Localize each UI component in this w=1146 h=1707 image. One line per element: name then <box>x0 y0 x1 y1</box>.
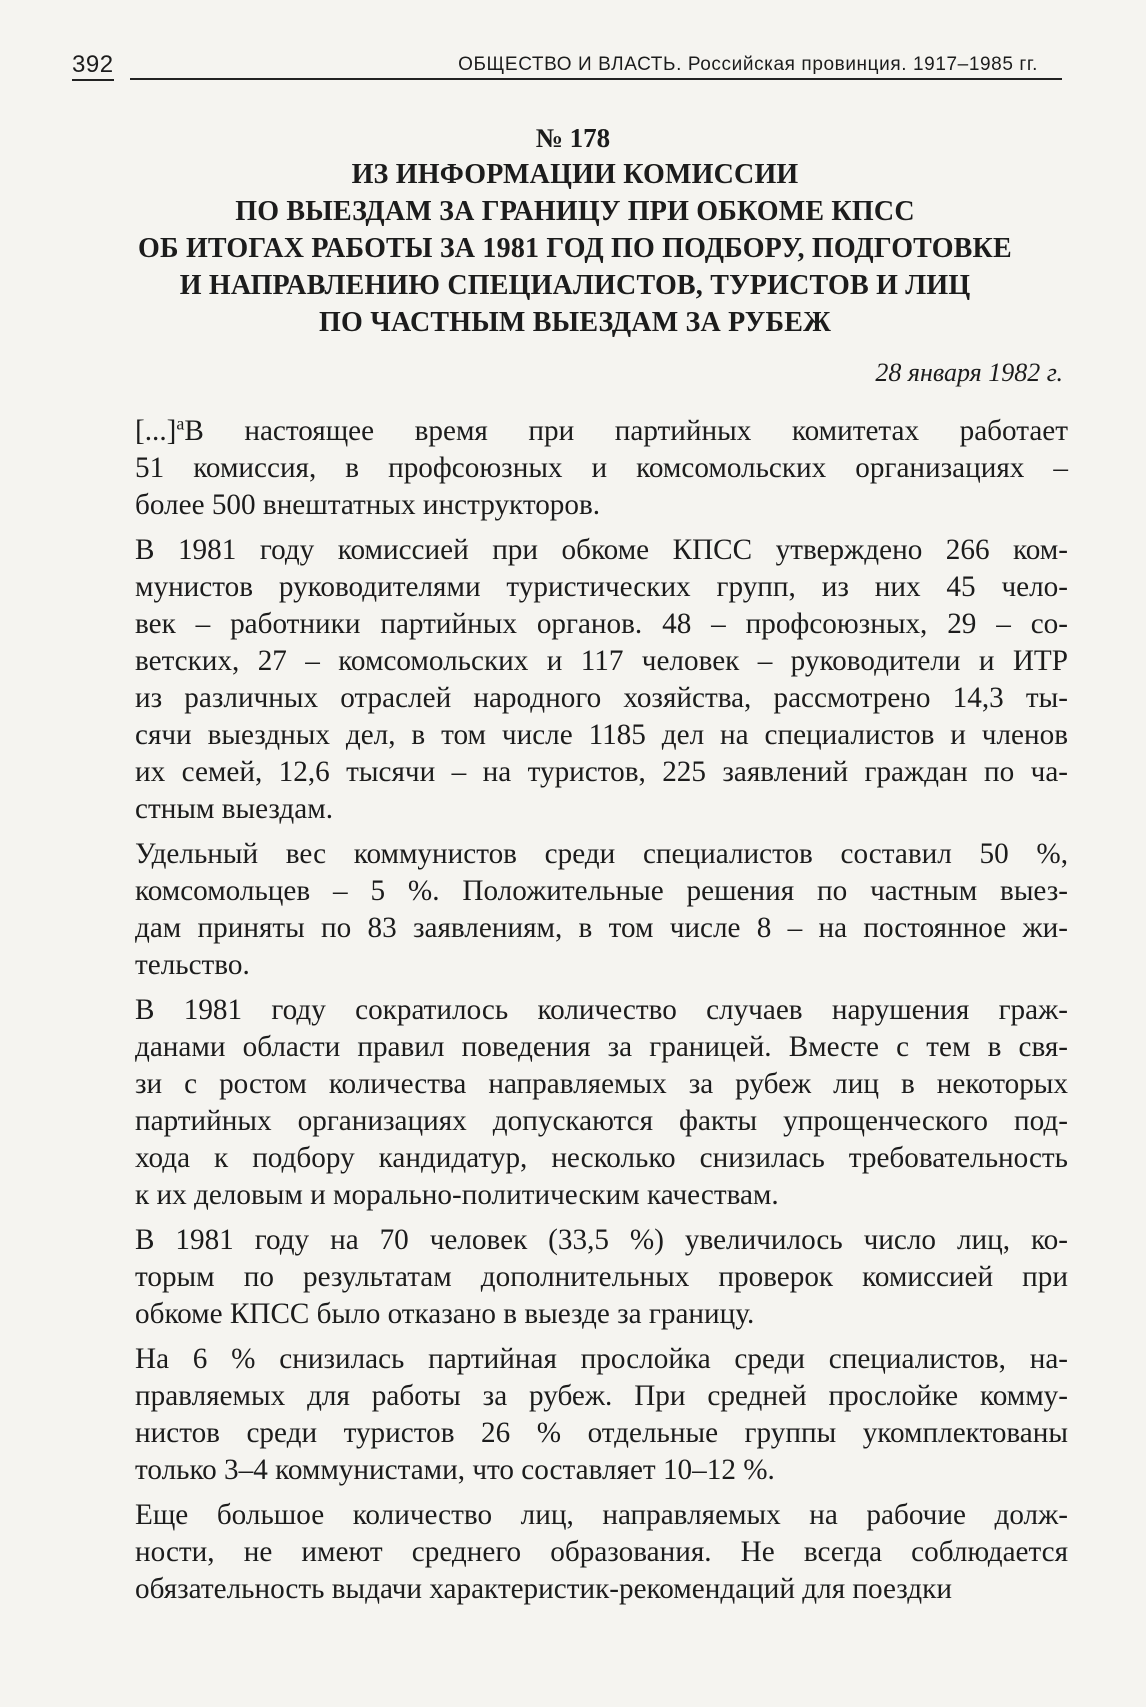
title-line: ПО ЧАСТНЫМ ВЫЕЗДАМ ЗА РУБЕЖ <box>319 307 831 338</box>
text-line: мунистов руководителями туристических групп, из них 45 чело- <box>135 571 1068 603</box>
text-line: хода к подбору кандидатур, несколько снизилась требовательность <box>135 1142 1068 1174</box>
text-line: обязательность выдачи характеристик-рекомендаций для поездки <box>135 1573 952 1605</box>
text-line: стным выездам. <box>135 793 333 825</box>
text-line: В 1981 году комиссией при обкоме КПСС утверждено 266 ком- <box>135 534 1068 566</box>
document-number: № 178 <box>535 123 611 153</box>
text-line: торым по результатам дополнительных проверок комиссией при <box>135 1261 1068 1293</box>
text-line: Удельный вес коммунистов среди специалистов составил 50 %, <box>135 838 1068 870</box>
text-line: нистов среди туристов 26 % отдельные группы укомплектованы <box>135 1417 1068 1449</box>
document-title <box>80 156 1070 341</box>
paragraph <box>95 1222 1068 1333</box>
paragraph <box>95 1341 1068 1489</box>
text-line: тельство. <box>135 949 250 981</box>
text-line: из различных отраслей народного хозяйства, рассмотрено 14,3 ты- <box>135 682 1068 714</box>
text-line: Еще большое количество лиц, направляемых на рабочие долж- <box>135 1499 1068 1531</box>
title-line: ОБ ИТОГАХ РАБОТЫ ЗА 1981 ГОД ПО ПОДБОРУ, ПОДГОТОВКЕ <box>138 233 1012 264</box>
paragraph <box>95 413 1068 524</box>
text-line: обкоме КПСС было отказано в выезде за границу. <box>135 1298 755 1330</box>
text-line: только 3–4 коммунистами, что составляет 10–12 %. <box>135 1454 775 1486</box>
text-line: В 1981 году на 70 человек (33,5 %) увеличилось число лиц, ко- <box>135 1224 1068 1256</box>
page-number: 392 <box>72 52 114 81</box>
title-line: ПО ВЫЕЗДАМ ЗА ГРАНИЦУ ПРИ ОБКОМЕ КПСС <box>235 196 915 227</box>
text-line <box>95 413 1068 450</box>
text-line: 51 комиссия, в профсоюзных и комсомольских организациях – <box>135 452 1068 484</box>
document-body <box>95 413 1068 1616</box>
text-line: их семей, 12,6 тысячи – на туристов, 225 заявлений граждан по ча- <box>135 756 1068 788</box>
footnote-mark: а <box>176 413 185 434</box>
running-header <box>72 52 1062 82</box>
text-line: данами области правил поведения за границей. Вместе с тем в свя- <box>135 1031 1068 1063</box>
paragraph <box>95 532 1068 828</box>
text-line: В 1981 году сократилось количество случаев нарушения граж- <box>135 994 1068 1026</box>
title-line: ИЗ ИНФОРМАЦИИ КОМИССИИ <box>351 159 799 190</box>
text-line: дам приняты по 83 заявлениям, в том числе 8 – на постоянное жи- <box>135 912 1068 944</box>
text-line: век – работники партийных органов. 48 – профсоюзных, 29 – со- <box>135 608 1068 640</box>
title-line: И НАПРАВЛЕНИЮ СПЕЦИАЛИСТОВ, ТУРИСТОВ И ЛИЦ <box>179 270 971 301</box>
text-line: к их деловым и морально-политическим качествам. <box>135 1179 779 1211</box>
paragraph <box>95 992 1068 1214</box>
text-line: партийных организациях допускаются факты упрощенческого под- <box>135 1105 1068 1137</box>
text-line: более 500 внештатных инструкторов. <box>135 489 601 521</box>
paragraph <box>95 836 1068 984</box>
omission-mark: [...] <box>135 415 177 447</box>
text-line: правляемых для работы за рубеж. При средней прослойке комму- <box>135 1380 1068 1412</box>
header-rule <box>130 78 1062 80</box>
text-line: сячи выездных дел, в том числе 1185 дел на специалистов и членов <box>135 719 1068 751</box>
running-title: ОБЩЕСТВО И ВЛАСТЬ. Российская провинция. 1917–1985 гг. <box>458 54 1038 75</box>
text-line: На 6 % снизилась партийная прослойка среди специалистов, на- <box>135 1343 1068 1375</box>
text-line: зи с ростом количества направляемых за рубеж лиц в некоторых <box>135 1068 1068 1100</box>
text-line: ветских, 27 – комсомольских и 117 человек – руководители и ИТР <box>135 645 1068 677</box>
paragraph <box>95 1497 1068 1608</box>
text-line-content: В настоящее время при партийных комитетах работает <box>184 415 1068 447</box>
text-line: ности, не имеют среднего образования. Не всегда соблюдается <box>135 1536 1068 1568</box>
document-date: 28 января 1982 г. <box>875 358 1063 387</box>
text-line: комсомольцев – 5 %. Положительные решения по частным выез- <box>135 875 1068 907</box>
